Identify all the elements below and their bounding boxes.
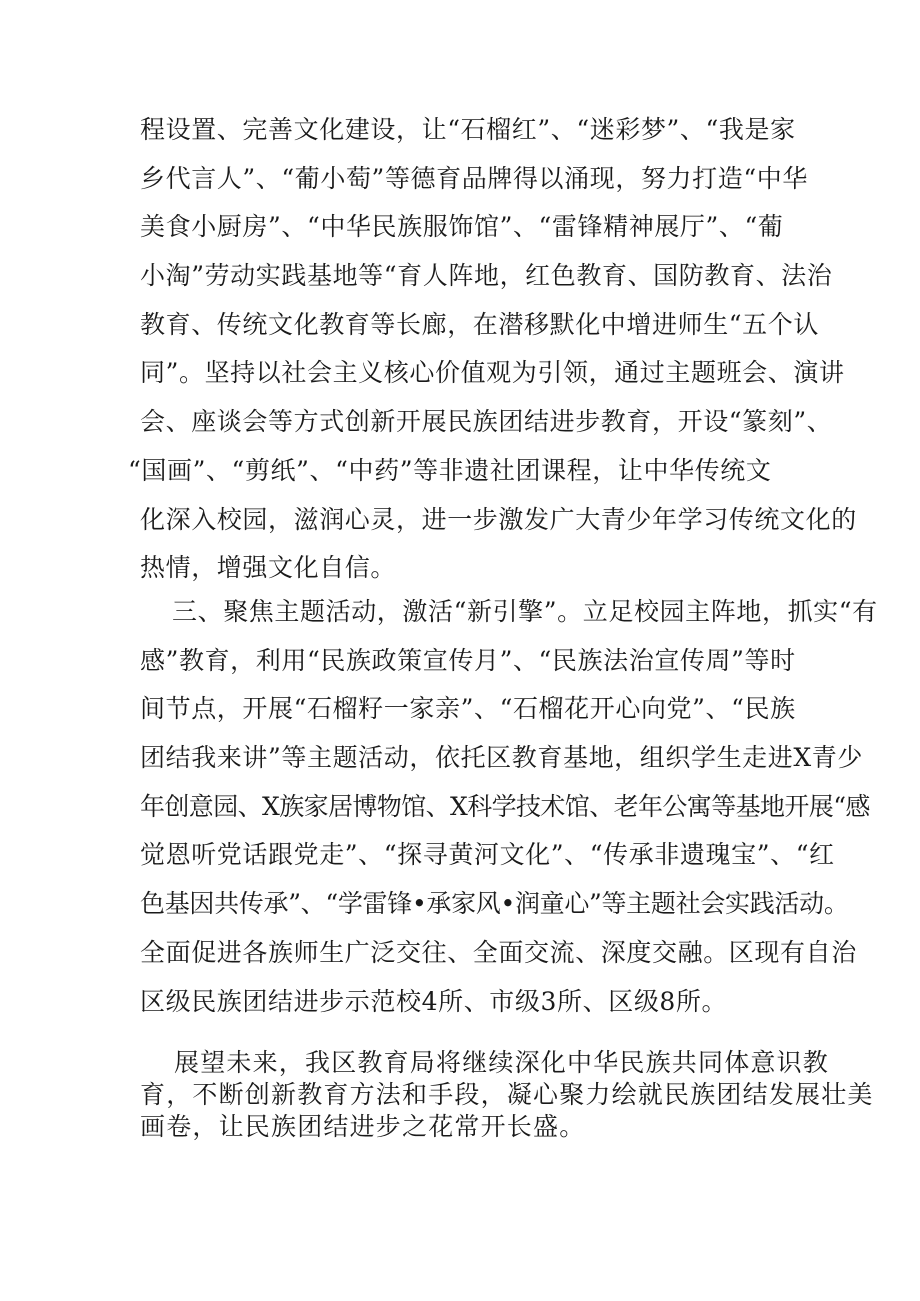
text-line: “国画”、“剪纸”、“中药”等非遗社团课程，让中华传统文 bbox=[128, 455, 772, 485]
text-line: 展望未来，我区教育局将继续深化中华民族共同体意识教 bbox=[174, 1048, 830, 1077]
text-line: 年创意园、X族家居博物馆、X科学技术馆、老年公寓等基地开展“感 bbox=[140, 791, 870, 821]
paragraph-3 bbox=[140, 1047, 874, 1143]
text-line: 小淘”劳动实践基地等“育人阵地，红色教育、国防教育、法治 bbox=[140, 261, 833, 291]
text-line: 三、聚焦主题活动，激活“新引擎”。立足校园主阵地，抓实“有 bbox=[172, 597, 878, 626]
paragraph-2 bbox=[140, 588, 878, 1026]
text-line: 程设置、完善文化建设，让“石榴红”、“迷彩梦”、“我是家 bbox=[140, 115, 796, 144]
text-line: 全面促进各族师生广泛交往、全面交流、深度交融。区现有自治 bbox=[140, 937, 857, 967]
paragraph-1 bbox=[128, 106, 857, 593]
text-line: 热情，增强文化自信。 bbox=[140, 553, 397, 583]
text-line: 育，不断创新教育方法和手段，凝心聚力绘就民族团结发展壮美 bbox=[140, 1080, 874, 1109]
text-line: 区级民族团结进步示范校4所、市级3所、区级8所。 bbox=[140, 986, 728, 1016]
text-line: 会、座谈会等方式创新开展民族团结进步教育，开设“篆刻”、 bbox=[140, 407, 833, 437]
text-line: 感”教育，利用“民族政策宣传月”、“民族法治宣传周”等时 bbox=[140, 645, 796, 675]
text-line: 觉恩听党话跟党走”、“探寻黄河文化”、“传承非遗瑰宝”、“红 bbox=[140, 840, 835, 870]
text-line: 画卷，让民族团结进步之花常开长盛。 bbox=[140, 1112, 586, 1141]
text-line: 色基因共传承”、“学雷锋•承家风•润童心”等主题社会实践活动。 bbox=[140, 889, 849, 919]
text-line: 乡代言人”、“葡小萄”等德育品牌得以涌现，努力打造“中华 bbox=[140, 163, 808, 193]
text-line: 间节点，开展“石榴籽一家亲”、“石榴花开心向党”、“民族 bbox=[140, 694, 796, 724]
text-line: 教育、传统文化教育等长廊，在潜移默化中增进师生“五个认 bbox=[140, 309, 819, 339]
text-line: 团结我来讲”等主题活动，依托区教育基地，组织学生走进X青少 bbox=[140, 743, 863, 773]
text-line: 美食小厨房”、“中华民族服饰馆”、“雷锋精神展厅”、“葡 bbox=[140, 212, 784, 242]
text-line: 化深入校园，滋润心灵，进一步激发广大青少年学习传统文化的 bbox=[140, 504, 857, 534]
text-line: 同”。坚持以社会主义核心价值观为引领，通过主题班会、演讲 bbox=[140, 358, 845, 388]
